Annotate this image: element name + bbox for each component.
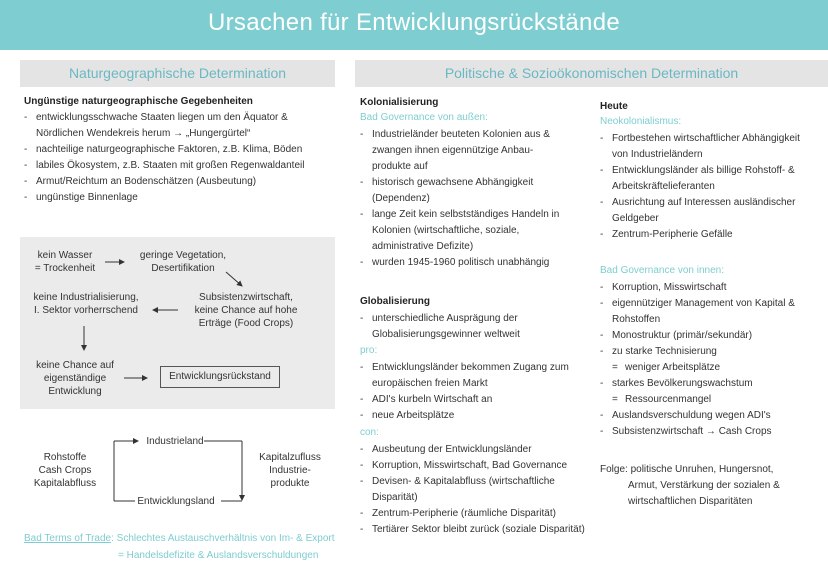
list-item: - labiles Ökosystem, z.B. Staaten mit großen Regenwaldanteil: [24, 158, 334, 174]
list-item: Kolonien (wirtschaftliche, soziale,: [372, 225, 520, 236]
list-item: = Ressourcenmangel: [600, 392, 825, 408]
list-item: - Armut/Reichtum an Bodenschätzen (Ausbeutung): [24, 174, 334, 190]
footer-terms-line: [24, 531, 344, 547]
list-item: - unterschiedliche Ausprägung der: [360, 311, 595, 327]
list-item: - Zentrum-Peripherie (räumliche Disparität): [360, 506, 600, 522]
list-item: - nachteilige naturgeographische Faktoren, z.B. Klima, Böden: [24, 142, 334, 158]
sub-bad-governance-aussen: Bad Governance von außen:: [360, 112, 488, 123]
list-item: von Industrieländern: [612, 149, 703, 160]
list-item: - historisch gewachsene Abhängigkeit: [360, 175, 595, 191]
footer-result-text: = Handelsdefizite & Auslandsverschuldungen: [118, 550, 319, 561]
list-globalisierung: [360, 311, 595, 343]
flow-node-vegetation: geringe Vegetation, Desertifikation: [139, 250, 227, 274]
list-item: - Auslandsverschuldung wegen ADI's: [600, 408, 825, 424]
heading-naturgeographisch: Ungünstige naturgeographische Gegebenheiten: [24, 96, 253, 107]
list-item: (Dependenz): [372, 193, 430, 204]
cycle-kapitalzufluss: Kapitalzufluss Industrie- produkte: [259, 452, 321, 489]
folge-line-3: wirtschaftlichen Disparitäten: [628, 496, 753, 507]
list-item: - Ausbeutung der Entwicklungsländer: [360, 442, 600, 458]
folge-line-2: Armut, Verstärkung der sozialen &: [628, 480, 780, 491]
list-item: - Tertiärer Sektor bleibt zurück (soziale Disparität): [360, 522, 600, 538]
list-item: - ADI's kurbeln Wirtschaft an: [360, 392, 595, 408]
list-item: - wurden 1945-1960 politisch unabhängig: [360, 255, 595, 271]
list-item: - Korruption, Misswirtschaft, Bad Governance: [360, 458, 600, 474]
list-item: - entwicklungsschwache Staaten liegen um den Äquator &: [24, 110, 334, 126]
cycle-rohstoffe: Rohstoffe Cash Crops Kapitalabfluss: [33, 452, 97, 489]
sub-neokolonialismus: Neokolonialismus:: [600, 116, 682, 127]
list-item: - Ausrichtung auf Interessen ausländischer: [600, 195, 825, 211]
section-header-naturgeographisch: Naturgeographische Determination: [20, 60, 335, 87]
list-item: - eigennütziger Management von Kapital &: [600, 296, 825, 312]
list-item: - ungünstige Binnenlage: [24, 190, 334, 206]
list-item: europäischen freien Markt: [372, 378, 488, 389]
flow-node-kein-wasser: kein Wasser = Trockenheit: [34, 250, 96, 274]
list-item: - Entwicklungsländer bekommen Zugang zum: [360, 360, 595, 376]
list-item: - Korruption, Misswirtschaft: [600, 280, 825, 296]
footer-terms-text: : Schlechtes Austauschverhältnis von Im- & Export: [111, 533, 335, 544]
list-item: - lange Zeit kein selbstständiges Handeln in: [360, 207, 595, 223]
con-label: con:: [360, 427, 379, 438]
pro-label: pro:: [360, 345, 378, 356]
list-item: Globalisierungsgewinner weltweit: [372, 329, 520, 340]
list-neokolonialismus: [600, 131, 825, 243]
list-kolonialisierung: [360, 127, 595, 271]
list-item: - Fortbestehen wirtschaftlicher Abhängigkeit: [600, 131, 825, 147]
heading-kolonialisierung: Kolonialisierung: [360, 97, 439, 108]
folge-line-1: Folge: politische Unruhen, Hungersnot,: [600, 464, 774, 475]
list-con: [360, 442, 600, 538]
bad-terms-of-trade-link[interactable]: Bad Terms of Trade: [24, 533, 112, 544]
list-item: - Zentrum-Peripherie Gefälle: [600, 227, 825, 243]
section-header-politisch: Politische & Sozioökonomischen Determination: [355, 60, 828, 87]
list-item: - starkes Bevölkerungswachstum: [600, 376, 825, 392]
flow-node-chance: keine Chance auf eigenständige Entwicklung: [36, 360, 114, 397]
list-item: produkte auf: [372, 161, 428, 172]
list-item: Disparität): [372, 492, 418, 503]
flow-node-industrialisierung: keine Industrialisierung, I. Sektor vorherrschend: [33, 292, 139, 316]
sub-bad-governance-innen: Bad Governance von innen:: [600, 265, 724, 276]
list-item: Geldgeber: [612, 213, 659, 224]
flow-node-subsistenz: Subsistenzwirtschaft, keine Chance auf hohe Erträge (Food Crops): [194, 292, 298, 329]
list-item: - neue Arbeitsplätze: [360, 408, 595, 424]
flow-node-entwicklungsrueckstand: Entwicklungsrückstand: [160, 366, 280, 388]
list-item: Arbeitskräftelieferanten: [612, 181, 715, 192]
cycle-industrieland: Industrieland: [146, 436, 204, 447]
list-item: - Entwicklungsländer als billige Rohstoff- &: [600, 163, 825, 179]
list-item: zwangen ihnen eigennützige Anbau-: [372, 145, 534, 156]
page-title: Ursachen für Entwicklungsrückstände: [207, 9, 621, 36]
heading-globalisierung: Globalisierung: [360, 296, 431, 307]
cycle-entwicklungsland: Entwicklungsland: [137, 496, 215, 507]
list-item: Rohstoffen: [612, 314, 661, 325]
list-bad-governance-innen: [600, 280, 825, 440]
list-item: Nördlichen Wendekreis herum → „Hungergürtel“: [36, 128, 251, 139]
list-item: - Subsistenzwirtschaft → Cash Crops: [600, 424, 825, 440]
list-item: = weniger Arbeitsplätze: [600, 360, 825, 376]
heading-heute: Heute: [600, 101, 628, 112]
list-item: - Devisen- & Kapitalabfluss (wirtschaftliche: [360, 474, 600, 490]
list-item: administrative Defizite): [372, 241, 474, 252]
list-item: - zu starke Technisierung: [600, 344, 825, 360]
list-item: - Monostruktur (primär/sekundär): [600, 328, 825, 344]
list-item: - Industrieländer beuteten Kolonien aus &: [360, 127, 595, 143]
list-pro: [360, 360, 595, 424]
